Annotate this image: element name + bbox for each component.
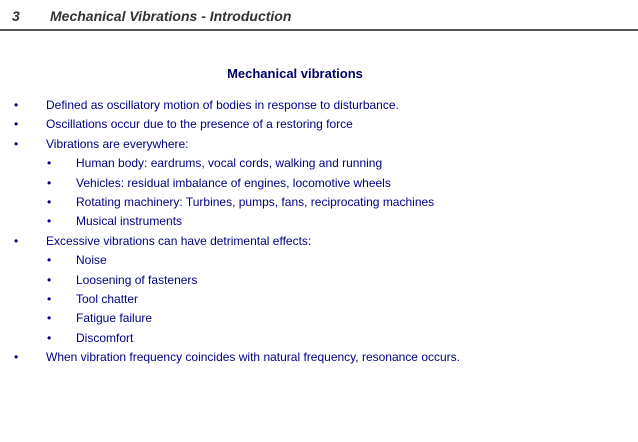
bullet-item: Excessive vibrations can have detrimental effects:	[46, 234, 312, 248]
bullet-icon: •	[47, 214, 52, 228]
bullet-item: Defined as oscillatory motion of bodies in response to disturbance.	[46, 98, 399, 112]
sub-bullet-item: Tool chatter	[76, 292, 139, 306]
bullet-icon: •	[47, 311, 52, 325]
page-number: 3	[12, 8, 20, 24]
header-title: Mechanical Vibrations - Introduction	[50, 8, 292, 24]
sub-bullet-item: Noise	[76, 253, 107, 267]
bullet-item: When vibration frequency coincides with natural frequency, resonance occurs.	[46, 350, 460, 364]
sub-bullet-item: Musical instruments	[76, 214, 183, 228]
bullet-item: Oscillations occur due to the presence of a restoring force	[46, 117, 353, 131]
bullet-icon: •	[14, 350, 19, 364]
sub-bullet-item: Discomfort	[76, 331, 134, 345]
sub-bullet-item: Human body: eardrums, vocal cords, walking and running	[76, 156, 383, 170]
sub-bullet-item: Vehicles: residual imbalance of engines, locomotive wheels	[76, 176, 391, 190]
bullet-icon: •	[47, 253, 52, 267]
bullet-icon: •	[14, 137, 19, 151]
bullet-icon: •	[47, 273, 52, 287]
bullet-icon: •	[14, 98, 19, 112]
header-divider	[0, 29, 638, 31]
slide-header	[0, 0, 638, 31]
bullet-icon: •	[14, 234, 19, 248]
bullet-icon: •	[47, 195, 52, 209]
bullet-icon: •	[14, 117, 19, 131]
slide-title: Mechanical vibrations	[227, 66, 363, 81]
sub-bullet-item: Loosening of fasteners	[76, 273, 198, 287]
sub-bullet-item: Rotating machinery: Turbines, pumps, fans, reciprocating machines	[76, 195, 435, 209]
bullet-item: Vibrations are everywhere:	[46, 137, 189, 151]
bullet-icon: •	[47, 156, 52, 170]
bullet-icon: •	[47, 331, 52, 345]
sub-bullet-item: Fatigue failure	[76, 311, 153, 325]
bullet-icon: •	[47, 176, 52, 190]
bullet-icon: •	[47, 292, 52, 306]
